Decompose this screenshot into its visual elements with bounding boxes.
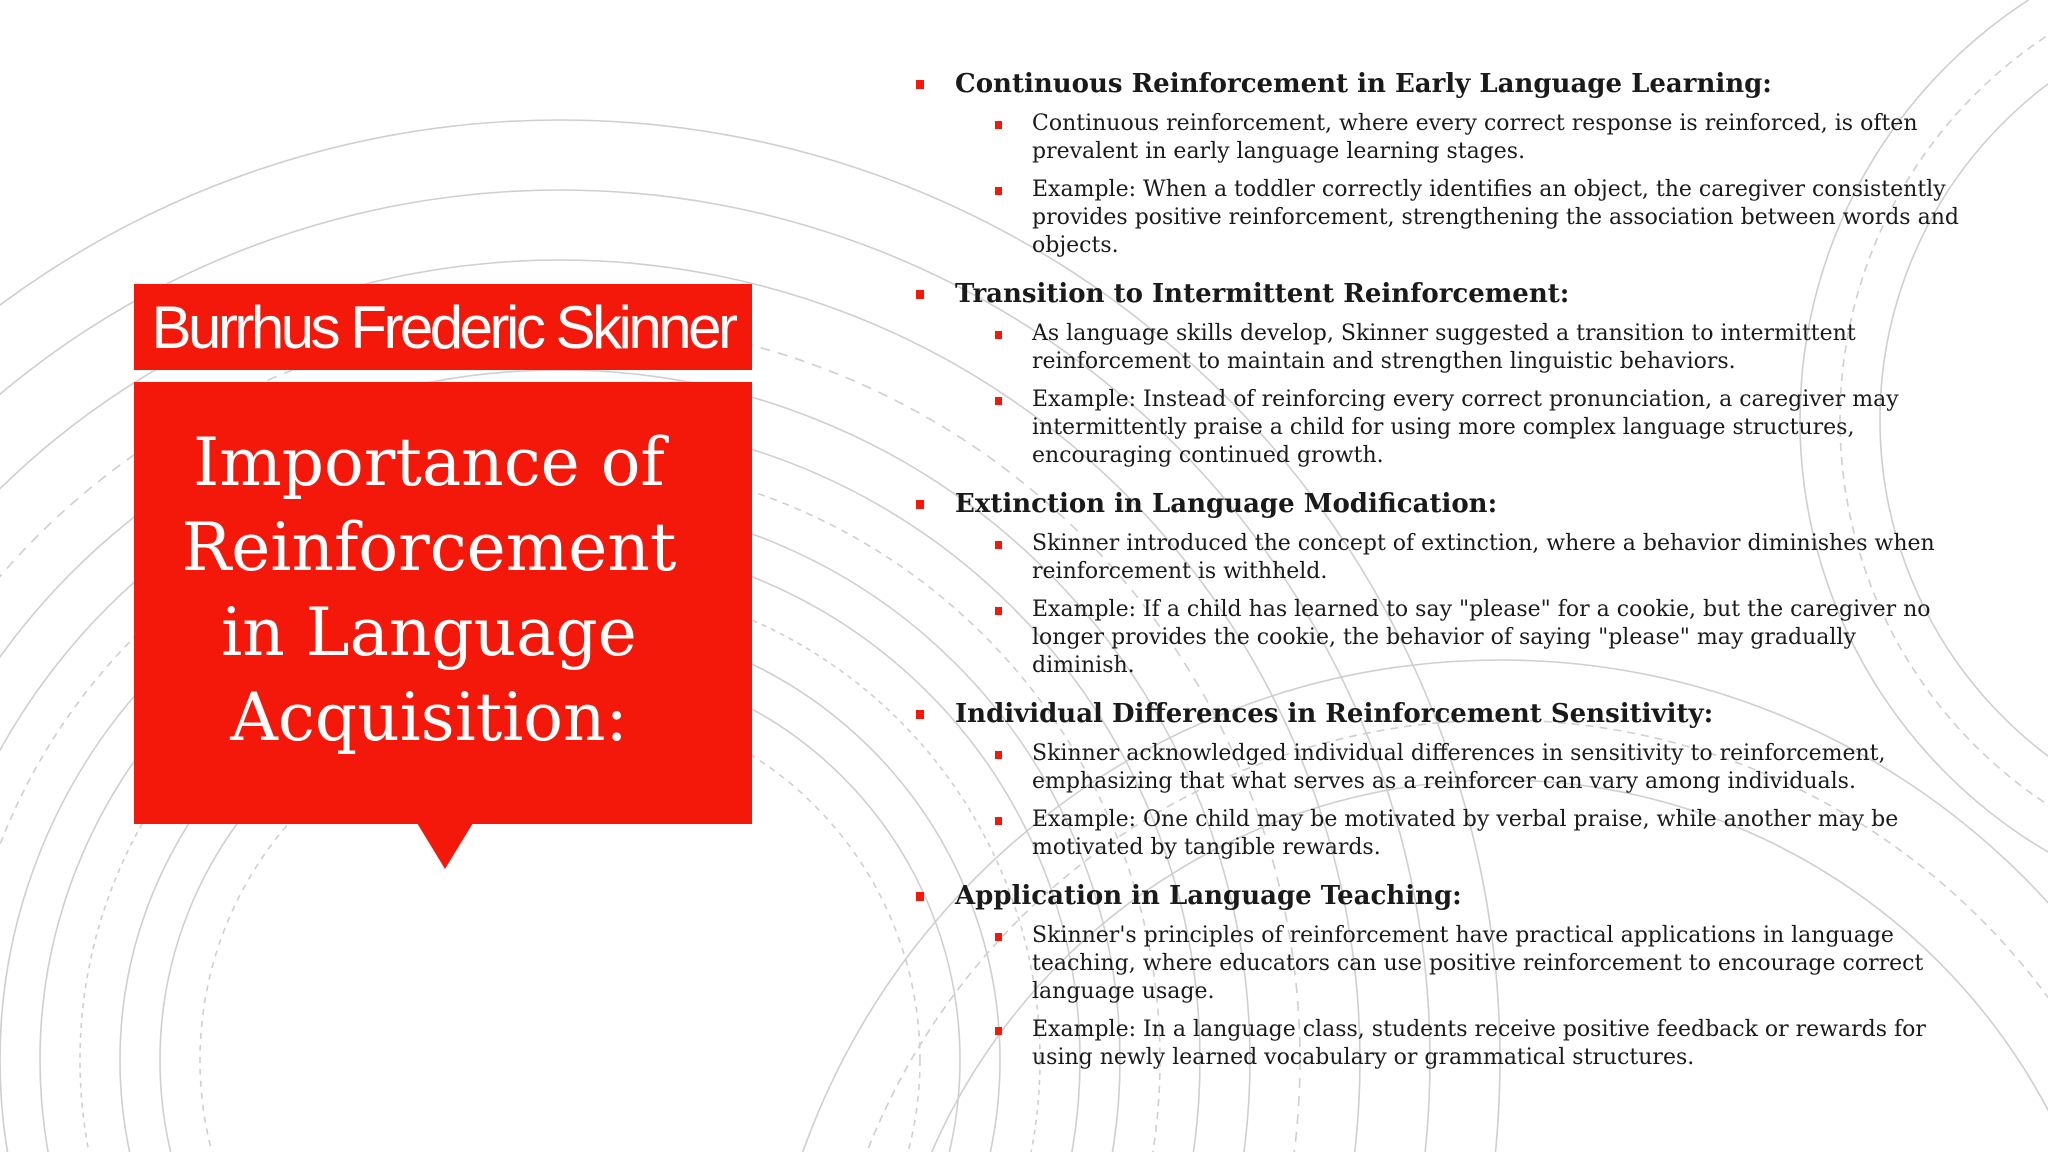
section-heading bbox=[910, 68, 1960, 100]
sub-point bbox=[1032, 530, 1960, 586]
section-intermittent-reinforcement bbox=[910, 278, 1960, 470]
square-bullet-icon bbox=[995, 607, 1002, 615]
square-bullet-icon bbox=[995, 817, 1002, 825]
sub-point-text: Skinner acknowledged individual differences in sensitivity to reinforcement, emphasizing that what serves as a reinforcer can vary among individuals. bbox=[1032, 741, 1886, 794]
sub-point bbox=[1032, 110, 1960, 166]
sub-point bbox=[1032, 806, 1960, 862]
sub-point bbox=[1032, 922, 1960, 1006]
section-heading-text: Individual Differences in Reinforcement Sensitivity: bbox=[955, 699, 1714, 729]
section-application-teaching bbox=[910, 880, 1960, 1072]
sub-point-text: Example: If a child has learned to say "please" for a cookie, but the caregiver no longer provides the cookie, the behavior of saying "please" may gradually diminish. bbox=[1032, 597, 1931, 678]
sub-point bbox=[1032, 1016, 1960, 1072]
sub-point bbox=[1032, 176, 1960, 260]
slide-title-line-4: Acquisition: bbox=[230, 679, 628, 756]
slide-title-line-1: Importance of bbox=[193, 424, 665, 501]
title-callout bbox=[134, 382, 752, 824]
square-bullet-icon bbox=[995, 331, 1002, 339]
slide-title bbox=[134, 420, 724, 760]
sub-point-text: As language skills develop, Skinner suggested a transition to intermittent reinforcement to maintain and strengthen linguistic behaviors. bbox=[1032, 321, 1856, 374]
square-bullet-icon bbox=[995, 121, 1002, 129]
section-heading-text: Transition to Intermittent Reinforcement: bbox=[955, 279, 1570, 309]
square-bullet-icon bbox=[995, 397, 1002, 405]
square-bullet-icon bbox=[995, 187, 1002, 195]
square-bullet-icon bbox=[995, 751, 1002, 759]
square-bullet-icon bbox=[916, 892, 924, 901]
square-bullet-icon bbox=[995, 933, 1002, 941]
sub-point bbox=[1032, 596, 1960, 680]
square-bullet-icon bbox=[916, 80, 924, 89]
sub-point-text: Example: In a language class, students receive positive feedback or rewards for using newly learned vocabulary or grammatical structures. bbox=[1032, 1017, 1926, 1070]
section-heading-text: Application in Language Teaching: bbox=[955, 881, 1462, 911]
speaker-name-banner bbox=[134, 284, 752, 370]
slide-title-line-3: in Language bbox=[221, 594, 637, 671]
section-heading bbox=[910, 698, 1960, 730]
slide-title-line-2: Reinforcement bbox=[181, 509, 677, 586]
section-heading bbox=[910, 488, 1960, 520]
section-heading-text: Continuous Reinforcement in Early Language Learning: bbox=[955, 69, 1772, 99]
sub-point bbox=[1032, 320, 1960, 376]
sub-point-text: Skinner's principles of reinforcement have practical applications in language teaching, where educators can use positive reinforcement to encourage correct language usage. bbox=[1032, 923, 1924, 1004]
section-heading bbox=[910, 278, 1960, 310]
sub-point-text: Example: When a toddler correctly identifies an object, the caregiver consistently provides positive reinforcement, strengthening the association between words and objects. bbox=[1032, 177, 1959, 258]
square-bullet-icon bbox=[995, 541, 1002, 549]
sub-point bbox=[1032, 386, 1960, 470]
callout-pointer bbox=[417, 823, 473, 869]
square-bullet-icon bbox=[916, 710, 924, 719]
square-bullet-icon bbox=[916, 290, 924, 299]
sub-point-text: Example: Instead of reinforcing every correct pronunciation, a caregiver may intermittently praise a child for using more complex language structures, encouraging continued growth. bbox=[1032, 387, 1899, 468]
section-continuous-reinforcement bbox=[910, 68, 1960, 260]
square-bullet-icon bbox=[995, 1027, 1002, 1035]
section-heading bbox=[910, 880, 1960, 912]
section-individual-differences bbox=[910, 698, 1960, 862]
sub-point-text: Skinner introduced the concept of extinction, where a behavior diminishes when reinforcement is withheld. bbox=[1032, 531, 1935, 584]
speaker-name: Burrhus Frederic Skinner bbox=[151, 293, 735, 361]
section-heading-text: Extinction in Language Modification: bbox=[955, 489, 1498, 519]
sub-point bbox=[1032, 740, 1960, 796]
sub-point-text: Continuous reinforcement, where every correct response is reinforced, is often prevalent in early language learning stages. bbox=[1032, 111, 1918, 164]
bullet-content bbox=[910, 68, 1960, 1090]
section-extinction bbox=[910, 488, 1960, 680]
sub-point-text: Example: One child may be motivated by verbal praise, while another may be motivated by tangible rewards. bbox=[1032, 807, 1899, 860]
square-bullet-icon bbox=[916, 500, 924, 509]
